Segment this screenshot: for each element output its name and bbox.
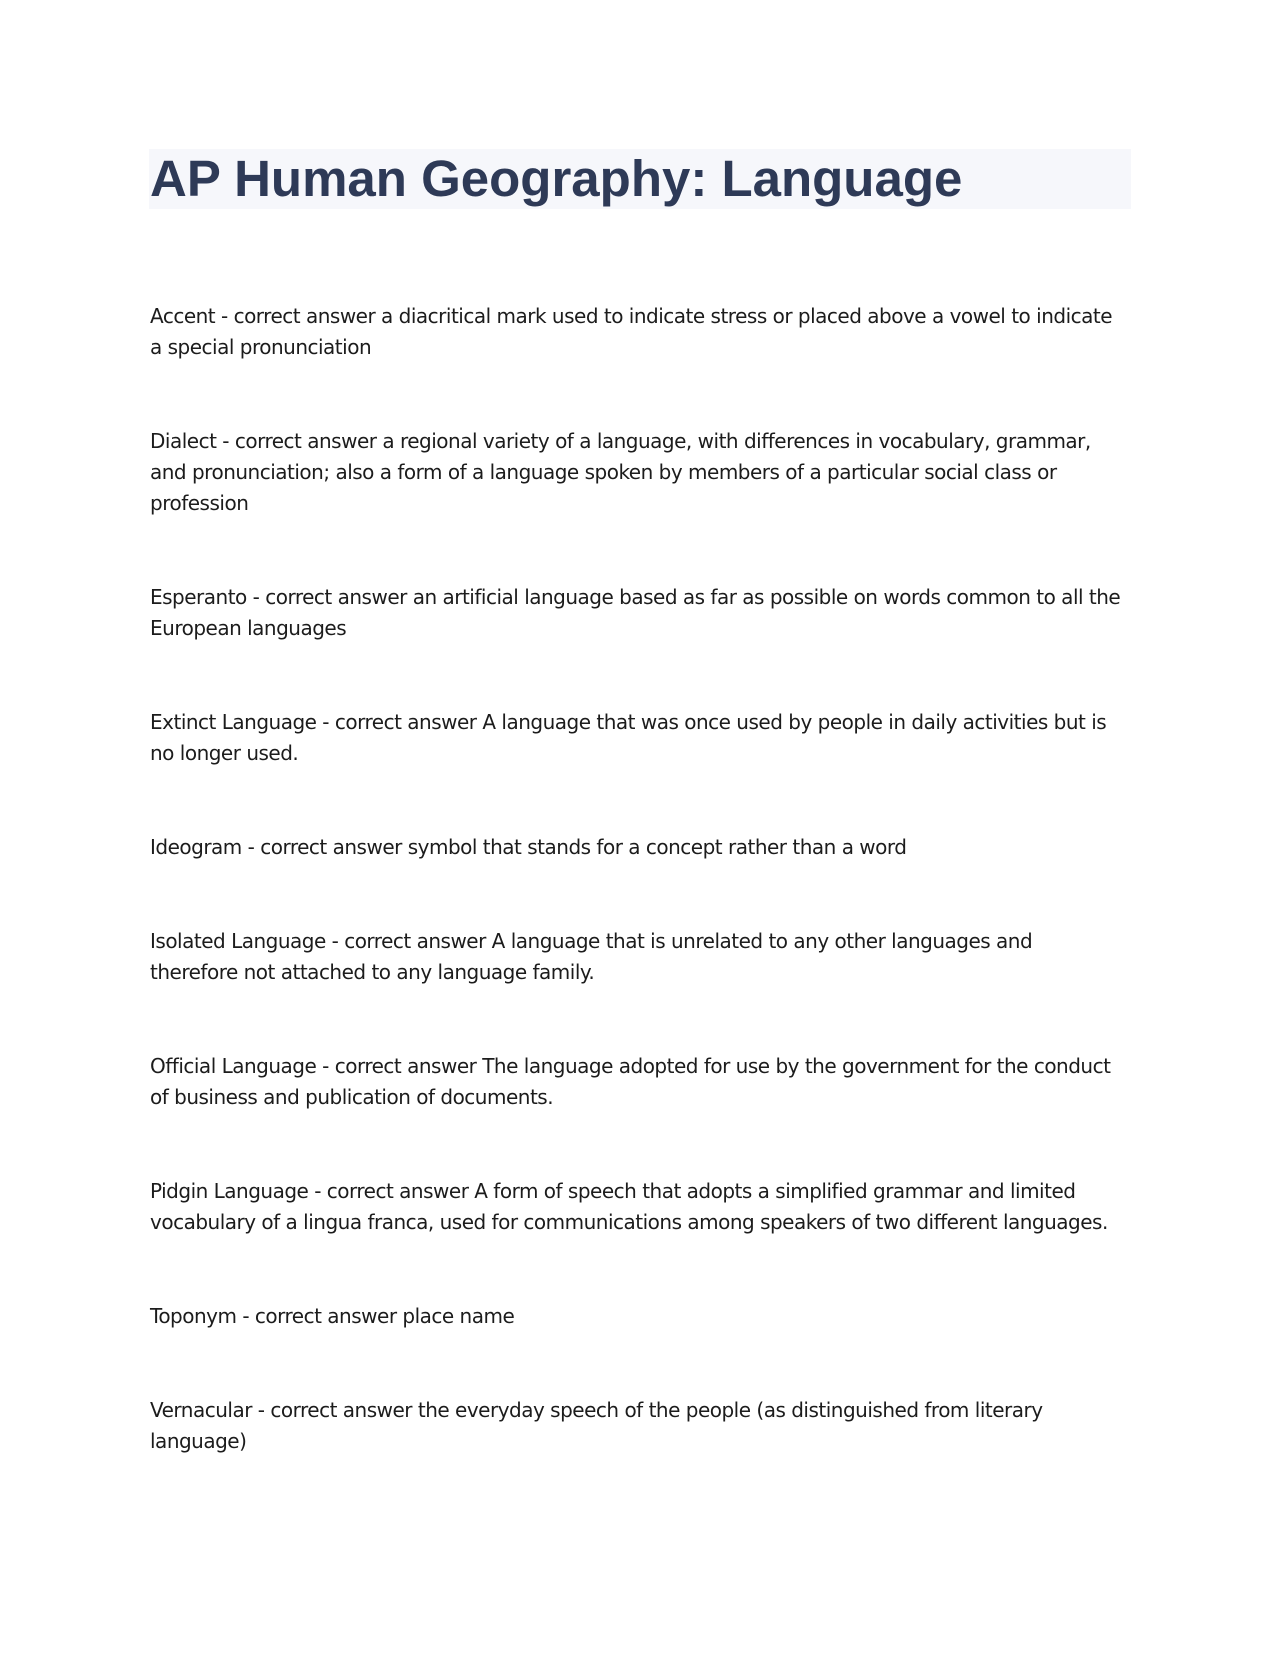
glossary-entry-pidgin-language: Pidgin Language - correct answer A form of speech that adopts a simplified grammar and limited vocabulary of a lingua franca, used for communications among speakers of two different languages.	[150, 1179, 1108, 1234]
glossary-list	[150, 301, 1125, 1520]
glossary-entry-vernacular: Vernacular - correct answer the everyday speech of the people (as distinguished from literary language)	[150, 1398, 1043, 1453]
glossary-entry-accent: Accent - correct answer a diacritical mark used to indicate stress or placed above a vowel to indicate a special pronunciation	[150, 304, 1113, 359]
glossary-entry-official-language: Official Language - correct answer The language adopted for use by the government for the conduct of business and publication of documents.	[150, 1054, 1111, 1109]
document-title: AP Human Geography: Language	[150, 150, 963, 207]
glossary-entry-isolated-language: Isolated Language - correct answer A language that is unrelated to any other languages and therefore not attached to any language family.	[150, 929, 1033, 984]
glossary-entry-dialect: Dialect - correct answer a regional variety of a language, with differences in vocabulary, grammar, and pronunciation; also a form of a language spoken by members of a particular social class or profession	[150, 429, 1091, 515]
glossary-entry-ideogram: Ideogram - correct answer symbol that stands for a concept rather than a word	[150, 835, 907, 859]
glossary-entry-toponym: Toponym - correct answer place name	[150, 1304, 515, 1328]
glossary-entry-esperanto: Esperanto - correct answer an artificial language based as far as possible on words common to all the European languages	[150, 585, 1121, 640]
glossary-entry-extinct-language: Extinct Language - correct answer A language that was once used by people in daily activities but is no longer used.	[150, 710, 1107, 765]
